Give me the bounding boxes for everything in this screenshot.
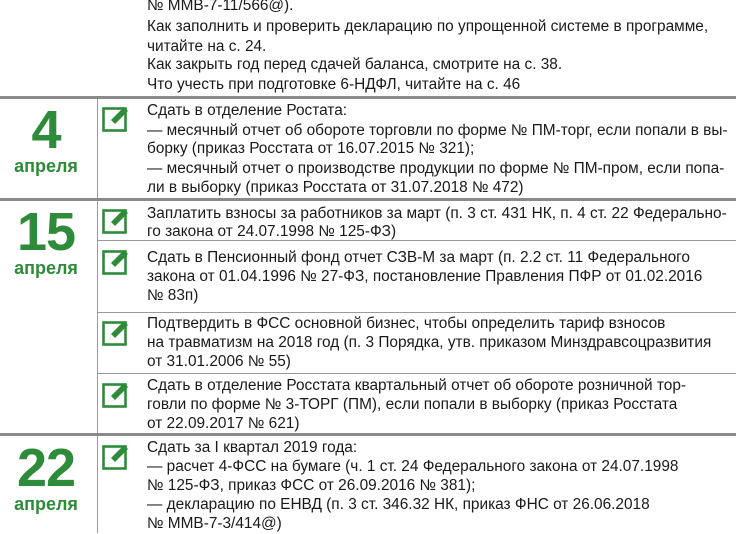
task-line: — декларацию по ЕНВД (п. 3 ст. 346.32 НК, приказ ФНС от 26.06.2018: [147, 496, 650, 513]
task-line: ли в выборку (приказ Росстата от 31.07.2018 № 472): [147, 179, 524, 196]
intro-line: № ММВ-7-11/566@).: [147, 0, 294, 14]
task-line: — расчет 4-ФСС на бумаге (ч. 1 ст. 24 Федерального закона от 24.07.1998: [147, 458, 679, 475]
task-line: Подтвердить в ФСС основной бизнес, чтобы определить тариф взносов: [147, 315, 666, 332]
date-day: 4: [31, 100, 61, 160]
task-line: на травматизм на 2018 год (п. 3 Порядка, утв. приказом Минздравсоцразвития: [147, 334, 712, 351]
date-month: апреля: [14, 494, 78, 514]
date-month: апреля: [14, 258, 78, 278]
section-divider: [0, 198, 736, 201]
edit-checkbox-icon: [102, 206, 130, 234]
task-line: закона от 01.04.1996 № 27-ФЗ, постановление Правления ПФР от 01.02.2016: [147, 268, 703, 285]
edit-checkbox-icon: [102, 104, 130, 132]
task-line: говли по форме № 3-ТОРГ (ПМ), если попали в выборку (приказ Росстата: [147, 396, 678, 413]
intro-line: Как закрыть год перед сдачей баланса, смотрите на с. 38.: [147, 56, 563, 73]
task-line: Сдать в отделение Росстата квартальный отчет об обороте розничной тор-: [147, 377, 687, 394]
date-day: 15: [16, 202, 76, 262]
task-line: — месячный отчет об обороте торговли по форме № ПМ-торг, если попали в вы-: [147, 122, 728, 139]
edit-checkbox-icon: [102, 380, 130, 408]
intro-line: Что учесть при подготовке 6-НДФЛ, читайте на с. 46: [147, 76, 521, 93]
task-line: от 31.01.2006 № 55): [147, 353, 291, 370]
column-divider: [97, 201, 98, 433]
task-line: Сдать за I квартал 2019 года:: [147, 439, 358, 456]
task-line: № ММВ-7-3/414@): [147, 515, 282, 532]
item-divider: [97, 373, 736, 374]
task-line: № 125-ФЗ, приказ ФСС от 26.09.2016 № 381);: [147, 477, 476, 494]
task-line: — месячный отчет о производстве продукции по форме № ПМ-пром, если попа-: [147, 160, 725, 177]
date-block: [0, 438, 92, 514]
date-day: 22: [16, 438, 76, 498]
item-divider: [97, 312, 736, 313]
edit-checkbox-icon: [102, 247, 130, 275]
date-block: [0, 202, 92, 278]
edit-checkbox-icon: [102, 442, 130, 470]
date-month: апреля: [14, 156, 78, 176]
task-line: го закона от 24.07.1998 № 125-ФЗ): [147, 223, 397, 240]
date-block: [0, 100, 92, 176]
section-divider: [0, 96, 736, 99]
column-divider: [97, 99, 98, 198]
section-divider: [0, 433, 736, 436]
task-line: № 83п): [147, 287, 199, 304]
task-line: Сдать в Пенсионный фонд отчет СЗВ-М за март (п. 2.2 ст. 11 Федерального: [147, 249, 690, 266]
intro-line: Как заполнить и проверить декларацию по упрощенной системе в программе,: [147, 18, 709, 35]
task-line: от 22.09.2017 № 621): [147, 415, 300, 432]
task-line: Сдать в отделение Ростата:: [147, 102, 348, 119]
column-divider: [97, 436, 98, 533]
task-line: борку (приказ Росстата от 16.07.2015 № 321);: [147, 140, 475, 157]
edit-checkbox-icon: [102, 318, 130, 346]
intro-line: читайте на с. 24.: [147, 38, 267, 55]
task-line: Заплатить взносы за работников за март (п. 3 ст. 431 НК, п. 4 ст. 22 Федерально-: [147, 205, 727, 222]
